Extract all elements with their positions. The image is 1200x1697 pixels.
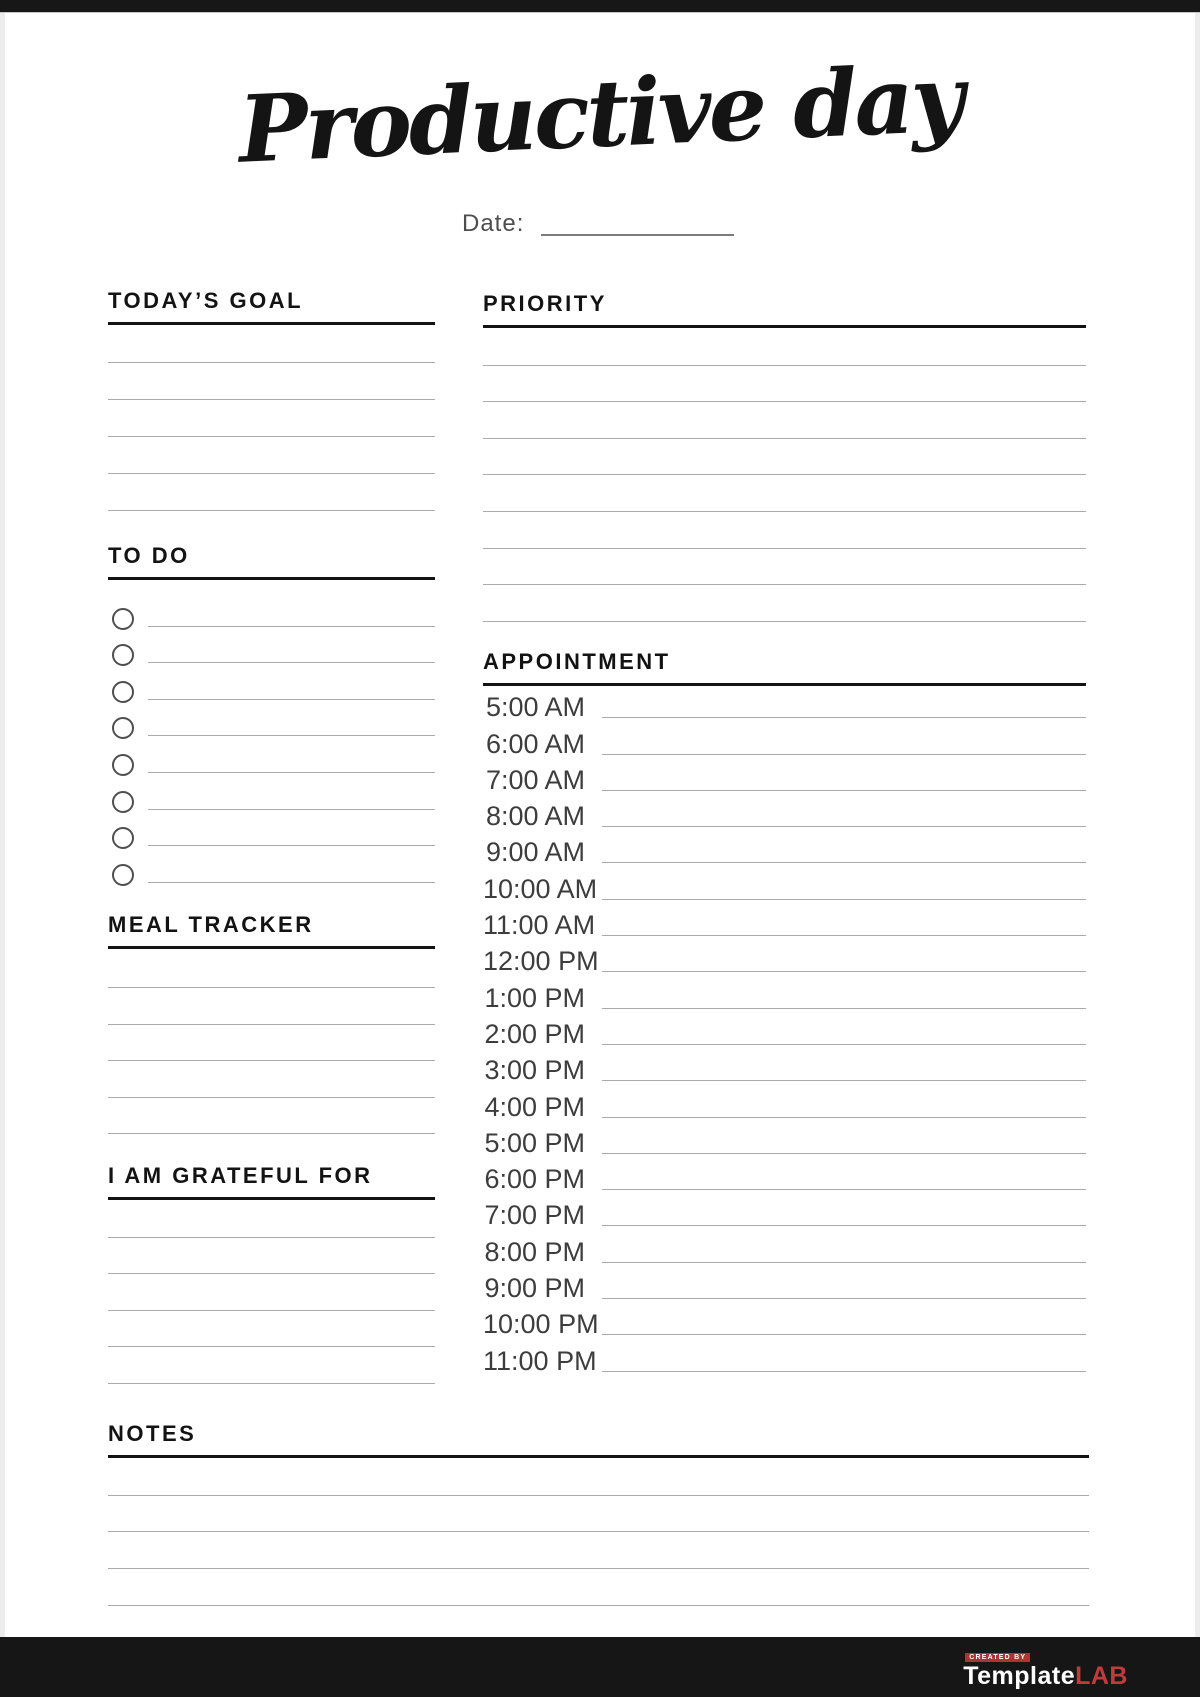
- ruled-line: [483, 366, 1086, 403]
- appointment-time: 6:00 PM: [484, 1164, 585, 1195]
- appointment-time: 12:00 PM: [483, 946, 599, 977]
- todo-circle-icon: [112, 791, 134, 813]
- appointment-time: 9:00 PM: [484, 1273, 585, 1304]
- todo-header: TO DO: [108, 543, 435, 580]
- ruled-line: [108, 1569, 1089, 1606]
- appointment-row: [483, 833, 1086, 869]
- appointment-row: [483, 1160, 1086, 1196]
- ruled-line: [148, 772, 435, 773]
- appointment-row: [483, 906, 1086, 942]
- ruled-line: [148, 882, 435, 883]
- priority-header: PRIORITY: [483, 291, 1086, 328]
- todo-row: [108, 781, 435, 818]
- ruled-line: [148, 735, 435, 736]
- ruled-line: [602, 1153, 1086, 1154]
- todo-circle-icon: [112, 717, 134, 739]
- ruled-line: [483, 549, 1086, 586]
- ruled-line: [108, 326, 435, 363]
- ruled-line: [108, 1274, 435, 1311]
- appointment-time: 5:00 PM: [484, 1127, 585, 1158]
- ruled-line: [108, 988, 435, 1024]
- todo-row: [108, 635, 435, 672]
- todo-row: [108, 671, 435, 708]
- ruled-line: [108, 1459, 1089, 1496]
- section-appointment: [483, 649, 1086, 1378]
- appointment-row: [483, 761, 1086, 797]
- ruled-line: [483, 475, 1086, 512]
- date-label: Date:: [462, 210, 525, 237]
- section-grateful: [108, 1163, 435, 1384]
- page-left-edge: [0, 0, 5, 1697]
- appointment-row: [483, 797, 1086, 833]
- ruled-line: [602, 899, 1086, 900]
- ruled-line: [602, 1189, 1086, 1190]
- ruled-line: [148, 809, 435, 810]
- ruled-line: [483, 402, 1086, 439]
- appointment-time: 3:00 PM: [484, 1055, 585, 1086]
- ruled-line: [108, 363, 435, 400]
- grateful-lines: [108, 1200, 435, 1384]
- appointment-time: 10:00 AM: [483, 873, 598, 904]
- todo-circle-icon: [112, 754, 134, 776]
- appointment-row: [483, 1269, 1086, 1305]
- todo-row: [108, 708, 435, 745]
- appointment-row: [483, 1196, 1086, 1232]
- ruled-line: [602, 971, 1086, 972]
- meal-tracker-lines: [108, 949, 435, 1134]
- ruled-line: [602, 1117, 1086, 1118]
- ruled-line: [602, 1008, 1086, 1009]
- ruled-line: [602, 1044, 1086, 1045]
- todo-row: [108, 744, 435, 781]
- ruled-line: [108, 400, 435, 437]
- appointment-row: [483, 978, 1086, 1014]
- templatelab-logo: [963, 1646, 1128, 1689]
- appointment-row: [483, 724, 1086, 760]
- top-black-bar: [0, 0, 1200, 13]
- appointment-time: 11:00 PM: [483, 1345, 597, 1376]
- appointment-time: 8:00 PM: [484, 1236, 585, 1267]
- ruled-line: [108, 1061, 435, 1097]
- brand-template-text: Template: [963, 1662, 1076, 1690]
- todo-circle-icon: [112, 827, 134, 849]
- todo-row: [108, 854, 435, 891]
- ruled-line: [108, 1496, 1089, 1533]
- appointment-row: [483, 688, 1086, 724]
- appointment-list: [483, 686, 1086, 1378]
- ruled-line: [108, 1311, 435, 1348]
- ruled-line: [602, 1225, 1086, 1226]
- ruled-line: [108, 1532, 1089, 1569]
- ruled-line: [602, 754, 1086, 755]
- appointment-time: 4:00 PM: [484, 1091, 585, 1122]
- brand-lab-text: LAB: [1075, 1662, 1128, 1690]
- grateful-header: I AM GRATEFUL FOR: [108, 1163, 435, 1200]
- appointment-row: [483, 1051, 1086, 1087]
- ruled-line: [108, 1201, 435, 1238]
- brand-wordmark: [963, 1664, 1128, 1689]
- ruled-line: [108, 952, 435, 988]
- ruled-line: [483, 585, 1086, 622]
- ruled-line: [602, 717, 1086, 718]
- ruled-line: [602, 1298, 1086, 1299]
- priority-lines: [483, 328, 1086, 622]
- ruled-line: [602, 1262, 1086, 1263]
- todo-circle-icon: [112, 864, 134, 886]
- appointment-time: 7:00 PM: [484, 1200, 585, 1231]
- ruled-line: [108, 1098, 435, 1134]
- ruled-line: [108, 474, 435, 511]
- ruled-line: [148, 626, 435, 627]
- todays-goal-header: TODAY’S GOAL: [108, 288, 435, 325]
- todo-list: [108, 580, 435, 891]
- ruled-line: [602, 1080, 1086, 1081]
- appointment-time: 9:00 AM: [485, 837, 585, 868]
- ruled-line: [108, 1238, 435, 1275]
- appointment-time: 6:00 AM: [485, 728, 585, 759]
- page-title: Productive day: [236, 44, 964, 184]
- ruled-line: [148, 845, 435, 846]
- appointment-time: 7:00 AM: [485, 764, 585, 795]
- appointment-time: 2:00 PM: [484, 1018, 585, 1049]
- appointment-row: [483, 869, 1086, 905]
- todo-row: [108, 598, 435, 635]
- section-meal-tracker: [108, 912, 435, 1134]
- ruled-line: [108, 1025, 435, 1061]
- appointment-time: 5:00 AM: [485, 692, 585, 723]
- ruled-line: [108, 437, 435, 474]
- appointment-header: APPOINTMENT: [483, 649, 1086, 686]
- todo-circle-icon: [112, 644, 134, 666]
- appointment-time: 10:00 PM: [483, 1309, 599, 1340]
- meal-tracker-header: MEAL TRACKER: [108, 912, 435, 949]
- section-priority: [483, 291, 1086, 622]
- ruled-line: [602, 1334, 1086, 1335]
- ruled-line: [108, 1347, 435, 1384]
- appointment-row: [483, 1015, 1086, 1051]
- ruled-line: [148, 662, 435, 663]
- ruled-line: [602, 935, 1086, 936]
- appointment-row: [483, 1341, 1086, 1377]
- todo-circle-icon: [112, 608, 134, 630]
- ruled-line: [602, 862, 1086, 863]
- appointment-row: [483, 942, 1086, 978]
- page-right-edge: [1195, 0, 1200, 1697]
- appointment-time: 11:00 AM: [483, 910, 596, 941]
- appointment-time: 8:00 AM: [485, 801, 585, 832]
- appointment-row: [483, 1305, 1086, 1341]
- notes-lines: [108, 1458, 1089, 1606]
- ruled-line: [483, 512, 1086, 549]
- appointment-row: [483, 1124, 1086, 1160]
- section-todays-goal: [108, 288, 435, 511]
- ruled-line: [483, 329, 1086, 366]
- todo-row: [108, 818, 435, 855]
- todays-goal-lines: [108, 325, 435, 511]
- ruled-line: [148, 699, 435, 700]
- date-blank-line: [541, 204, 734, 236]
- footer-bar: [0, 1637, 1200, 1697]
- ruled-line: [602, 790, 1086, 791]
- notes-header: NOTES: [108, 1421, 1089, 1458]
- created-by-label: CREATED BY: [965, 1653, 1030, 1662]
- appointment-row: [483, 1232, 1086, 1268]
- appointment-row: [483, 1087, 1086, 1123]
- ruled-line: [602, 1371, 1086, 1372]
- section-todo: [108, 543, 435, 891]
- appointment-time: 1:00 PM: [484, 982, 585, 1013]
- ruled-line: [602, 826, 1086, 827]
- todo-circle-icon: [112, 681, 134, 703]
- ruled-line: [483, 439, 1086, 476]
- section-notes: [108, 1421, 1089, 1606]
